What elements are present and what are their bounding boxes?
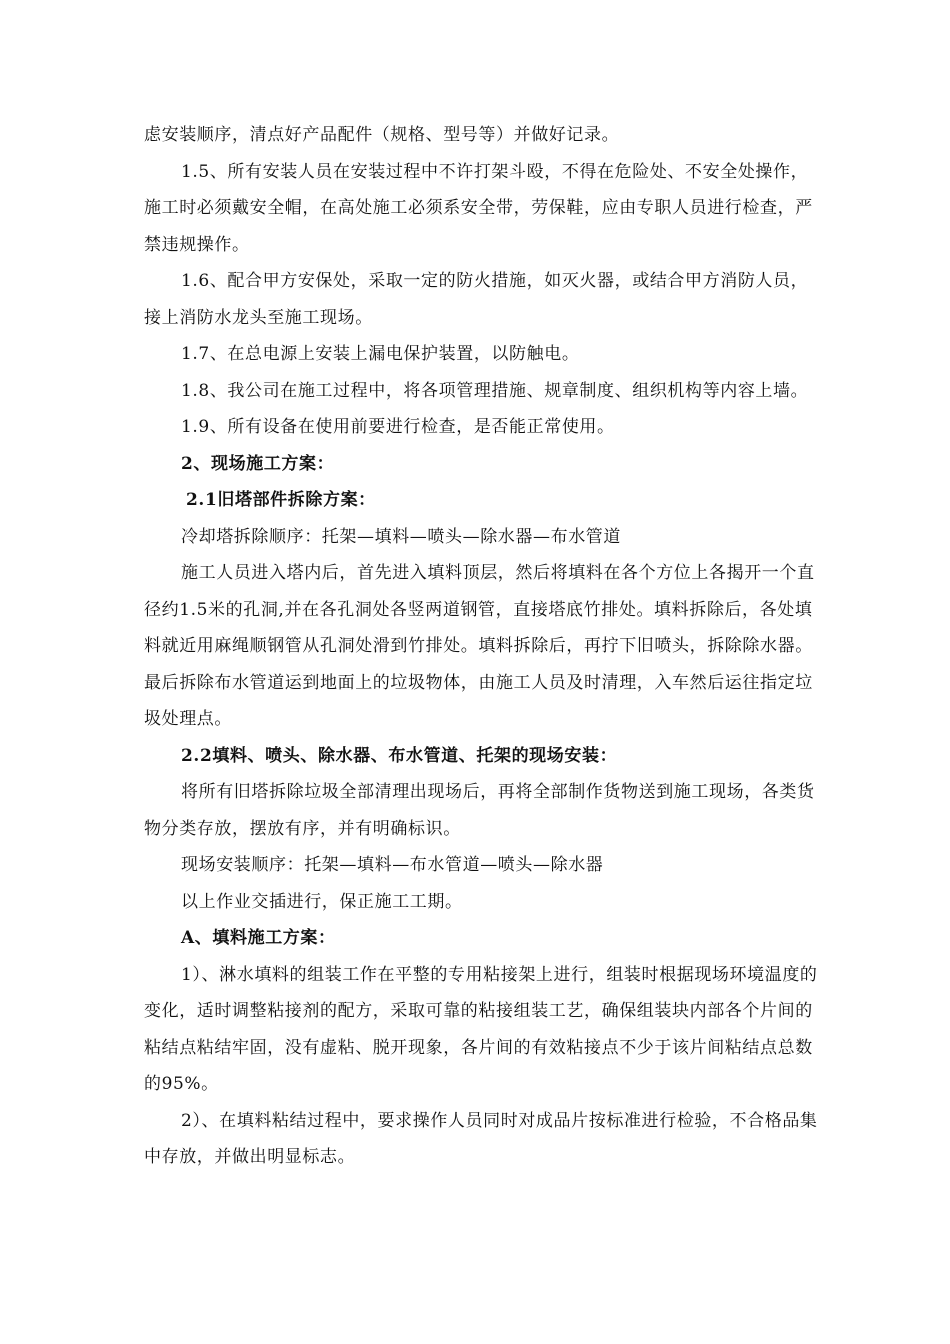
paragraph: 将所有旧塔拆除垃圾全部清理出现场后，再将全部制作货物送到施工现场，各类货物分类存放，摆放有序，并有明确标识。	[144, 782, 815, 839]
paragraph: 1.7、在总电源上安装上漏电保护装置，以防触电。	[181, 344, 580, 364]
subsection-heading: A、填料施工方案：	[181, 928, 336, 948]
paragraph: 现场安装顺序：托架—填料—布水管道—喷头—除水器	[181, 855, 604, 875]
paragraph: 2）、在填料粘结过程中，要求操作人员同时对成品片按标准进行检验，不合格品集中存放，并做出明显标志。	[144, 1110, 818, 1167]
paragraph: 1.9、所有设备在使用前要进行检查，是否能正常使用。	[181, 417, 615, 437]
subsection-heading: 2.1旧塔部件拆除方案：	[186, 490, 376, 510]
document-body	[144, 117, 824, 1176]
paragraph: 1.5、所有安装人员在安装过程中不许打架斗殴，不得在危险处、不安全处操作，施工时必须戴安全帽，在高处施工必须系安全带，劳保鞋，应由专职人员进行检查，严禁违规操作。	[144, 161, 813, 255]
subsection-heading: 2.2填料、喷头、除水器、布水管道、托架的现场安装：	[181, 745, 618, 766]
paragraph: 1）、淋水填料的组装工作在平整的专用粘接架上进行，组装时根据现场环境温度的变化，适时调整粘接剂的配方，采取可靠的粘接组装工艺，确保组装块内部各个片间的粘结点粘结牢固，没有虚粘、脱开现象，各片间的有效粘接点不少于该片间粘结点总数的95%。	[144, 964, 818, 1094]
paragraph: 1.6、配合甲方安保处，采取一定的防火措施，如灭火器，或结合甲方消防人员，接上消防水龙头至施工现场。	[144, 271, 809, 328]
paragraph: 1.8、我公司在施工过程中，将各项管理措施、规章制度、组织机构等内容上墙。	[181, 380, 809, 401]
paragraph: 虑安装顺序，清点好产品配件（规格、型号等）并做好记录。	[144, 125, 620, 145]
paragraph: 冷却塔拆除顺序：托架—填料—喷头—除水器—布水管道	[181, 526, 621, 547]
paragraph: 以上作业交插进行，保正施工工期。	[181, 891, 463, 912]
section-heading: 2、现场施工方案：	[181, 453, 335, 474]
paragraph: 施工人员进入塔内后，首先进入填料顶层，然后将填料在各个方位上各揭开一个直径约1.5米的孔洞,并在各孔洞处各竖两道钢管，直接塔底竹排处。填料拆除后，各处填料就近用麻绳顺钢管从孔洞处滑到竹排处。填料拆除后，再拧下旧喷头，拆除除水器。最后拆除布水管道运到地面上的垃圾物体，由施工人员及时清理，入车然后运往指定垃圾处理点。	[144, 563, 815, 729]
